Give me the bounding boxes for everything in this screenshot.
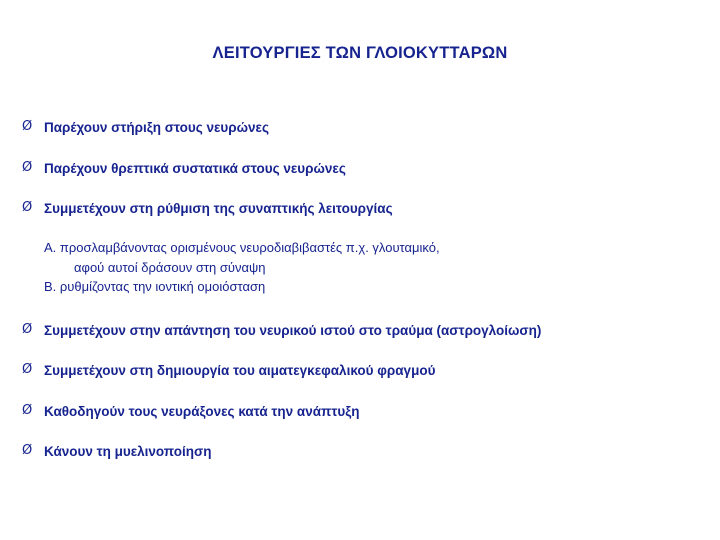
list-item <box>22 442 712 462</box>
sub-list-item: Β. ρυθμίζοντας την ιοντική ομοιόσταση <box>44 279 266 295</box>
list-item <box>22 361 712 381</box>
bullet-marker-icon: Ø <box>22 402 33 418</box>
bullet-marker-icon: Ø <box>22 159 33 175</box>
list-item-label: Παρέχουν στήριξη στους νευρώνες <box>44 120 269 135</box>
sub-list-item-continuation: αφού αυτοί δράσουν στη σύναψη <box>74 259 266 275</box>
list-item-label: Καθοδηγούν τους νευράξονες κατά την ανάπτυξη <box>44 403 360 419</box>
bullet-marker-icon: Ø <box>22 362 33 378</box>
list-item-label: Συμμετέχουν στην απάντηση του νευρικού ιστού στο τραύμα (αστρογλοίωση) <box>44 322 542 338</box>
list-item-label: Κάνουν τη μυελινοποίηση <box>44 444 212 460</box>
list-item <box>22 402 712 422</box>
bullet-marker-icon: Ø <box>22 443 33 459</box>
sub-list <box>44 221 712 297</box>
list-item <box>22 199 712 297</box>
page-title: ΛΕΙΤΟΥΡΓΙΕΣ ΤΩΝ ΓΛΟΙΟΚΥΤΤΑΡΩΝ <box>212 44 508 62</box>
list-item-label: Συμμετέχουν στη ρύθμιση της συναπτικής λειτουργίας <box>44 201 393 217</box>
list-item-label: Συμμετέχουν στη δημιουργία του αιματεγκεφαλικού φραγμού <box>44 363 436 379</box>
list-item <box>22 118 712 138</box>
sub-list-item: Α. προσλαμβάνοντας ορισμένους νευροδιαβιβαστές π.χ. γλουταμικό, <box>44 240 440 256</box>
bullet-marker-icon: Ø <box>22 200 33 216</box>
bullet-marker-icon: Ø <box>22 119 33 134</box>
list-item <box>22 159 712 179</box>
list-item <box>22 321 712 341</box>
bullet-marker-icon: Ø <box>22 321 33 337</box>
bullet-list <box>22 118 712 483</box>
list-item-label: Παρέχουν θρεπτικά συστατικά στους νευρώνες <box>44 160 346 176</box>
